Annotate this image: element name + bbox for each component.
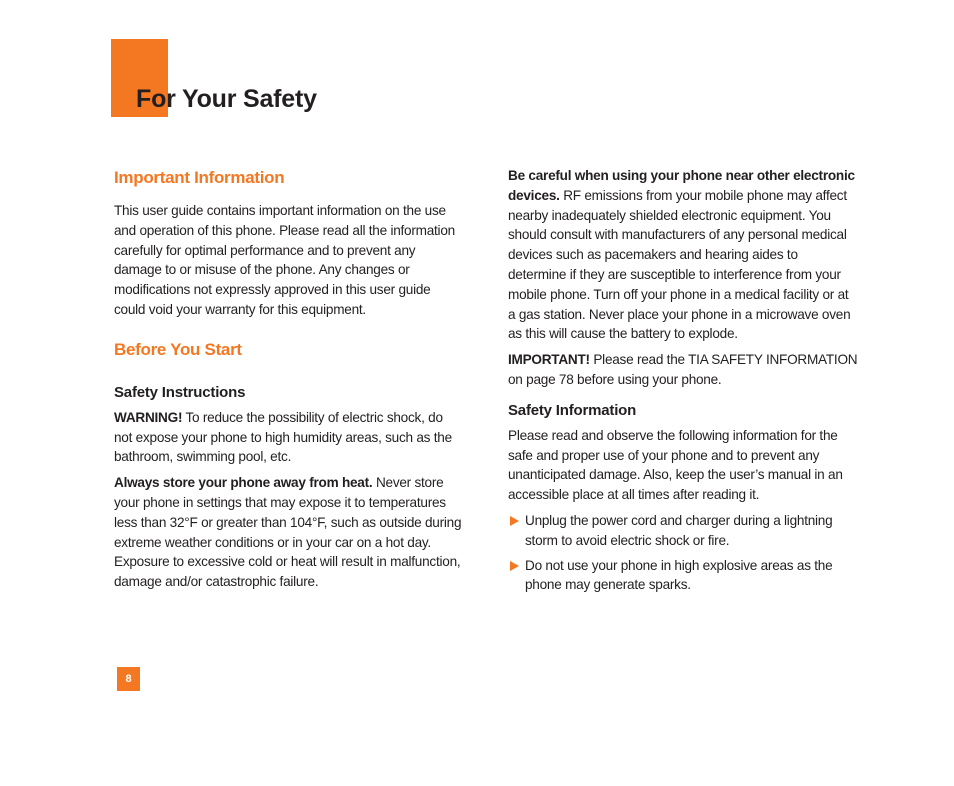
- important-paragraph: [508, 350, 858, 390]
- section-heading-important-information: Important Information: [114, 168, 285, 187]
- careful-paragraph: [508, 166, 858, 344]
- section-heading-before-you-start: Before You Start: [114, 339, 242, 359]
- page-title: For Your Safety: [136, 85, 317, 113]
- right-column: [508, 166, 858, 595]
- warning-paragraph: [114, 408, 464, 467]
- warning-text: To reduce the possibility of electric shock, do not expose your phone to high humidity areas, such as the bathroom, swimming pool, etc.: [114, 409, 452, 465]
- important-label: IMPORTANT!: [508, 352, 590, 368]
- page-number: 8: [117, 667, 140, 691]
- subheading-safety-instructions: Safety Instructions: [114, 383, 246, 401]
- triangle-bullet-icon: [510, 561, 519, 571]
- bullet-item: [508, 556, 858, 596]
- careful-text: RF emissions from your mobile phone may affect nearby inadequately shielded electronic equipment. You should consult with manufacturers of any personal medical devices such as pacemakers and hearing aides to determine if they are susceptible to interference from your mobile phone. Turn off your phone in a medical facility or at a gas station. Never place your phone in a microwave oven as this will cause the battery to explode.: [508, 187, 851, 342]
- triangle-bullet-icon: [510, 516, 519, 526]
- bullet-item: [508, 511, 858, 551]
- subheading-safety-information: Safety Information: [508, 401, 637, 419]
- bullet-text: Unplug the power cord and charger during a lightning storm to avoid electric shock or fire.: [525, 512, 833, 548]
- important-information-body: This user guide contains important information on the use and operation of this phone. Please read all the information carefully for optimal performance and to prevent any damage to or misuse of the phone. Any changes or modifications not expressly approved in this user guide could void your warranty for this equipment.: [114, 203, 455, 317]
- important-text: Please read the TIA SAFETY INFORMATION on page 78 before using your phone.: [508, 352, 858, 387]
- bullet-text: Do not use your phone in high explosive areas as the phone may generate sparks.: [525, 557, 833, 593]
- heat-text: Never store your phone in settings that may expose it to temperatures less than 32°F or greater than 104°F, such as outside during extreme weather conditions or in your car on a hot day. Exposure to excessive cold or heat will result in malfunction, damage and/or catastrophic failure.: [114, 475, 462, 590]
- safety-information-body: Please read and observe the following information for the safe and proper use of your phone and to prevent any unanticipated damage. Also, keep the user’s manual in an accessible place at all times after reading it.: [508, 427, 843, 503]
- heat-label: Always store your phone away from heat.: [114, 475, 373, 491]
- careful-label: Be careful when using your phone near other electronic devices.: [508, 168, 855, 203]
- left-column: [114, 166, 464, 592]
- warning-label: WARNING!: [114, 409, 183, 425]
- heat-paragraph: [114, 473, 464, 592]
